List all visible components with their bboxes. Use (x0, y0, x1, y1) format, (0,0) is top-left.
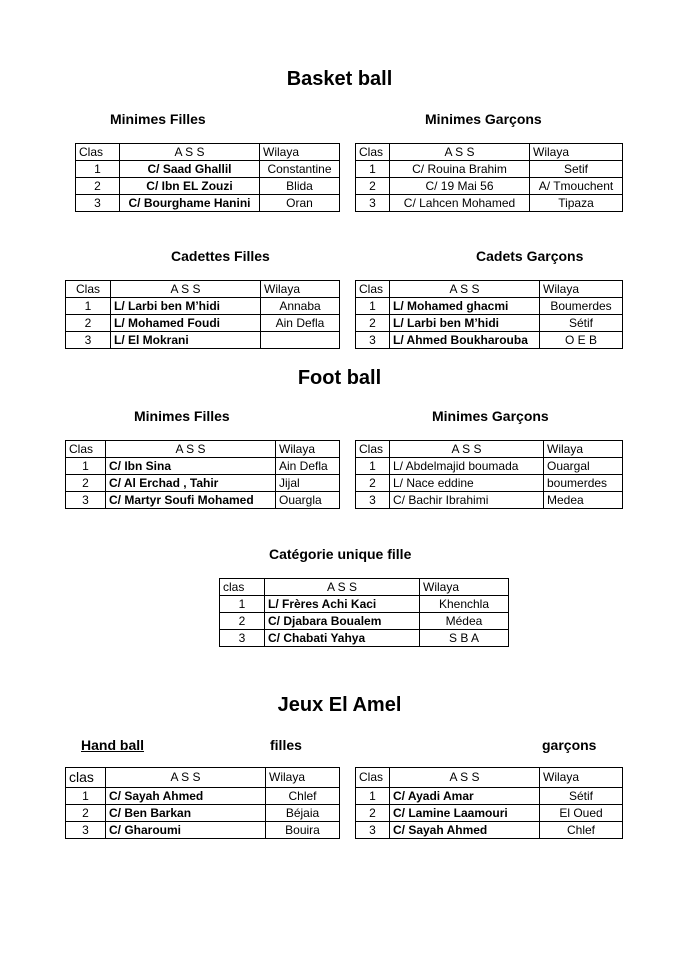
section-title-foot: Foot ball (297, 367, 382, 389)
ass-cell: L/ Nace eddine (390, 475, 544, 492)
header-ass: A S S (390, 144, 530, 161)
table-header-row (66, 281, 340, 298)
rank-cell: 1 (76, 161, 120, 178)
table-row (356, 492, 623, 509)
foot-mf-table (65, 440, 340, 509)
header-clas: clas (220, 579, 265, 596)
table-header-row (356, 768, 623, 788)
table-row (356, 805, 623, 822)
rank-cell: 2 (66, 315, 111, 332)
wilaya-cell: Chlef (540, 822, 623, 839)
rank-cell: 2 (66, 475, 106, 492)
header-clas: Clas (66, 281, 111, 298)
table-row (76, 161, 340, 178)
header-wilaya: Wilaya (260, 144, 340, 161)
table-row (66, 332, 340, 349)
wilaya-cell: Ouargal (544, 458, 623, 475)
header-ass: A S S (106, 441, 276, 458)
ass-cell: C/ Lahcen Mohamed (390, 195, 530, 212)
rank-cell: 2 (356, 805, 390, 822)
table-row (356, 458, 623, 475)
table-row (66, 315, 340, 332)
wilaya-cell: El Oued (540, 805, 623, 822)
garcons-label: garçons (542, 737, 597, 753)
ass-cell: L/ Abdelmajid boumada (390, 458, 544, 475)
ass-cell: C/ Rouina Brahim (390, 161, 530, 178)
table-row (220, 596, 509, 613)
ass-cell: L/ El Mokrani (111, 332, 261, 349)
jeux-filles-table (65, 767, 340, 839)
table-row (66, 458, 340, 475)
rank-cell: 2 (66, 805, 106, 822)
table-row (356, 475, 623, 492)
wilaya-cell: Setif (530, 161, 623, 178)
rank-cell: 3 (66, 492, 106, 509)
header-ass: A S S (120, 144, 260, 161)
ass-cell: C/ Bachir Ibrahimi (390, 492, 544, 509)
table-row (356, 332, 623, 349)
wilaya-cell: Jijal (276, 475, 340, 492)
rank-cell: 1 (66, 458, 106, 475)
table-header-row (66, 441, 340, 458)
header-wilaya: Wilaya (540, 768, 623, 788)
ass-cell: C/ Ayadi Amar (390, 788, 540, 805)
ass-cell: C/ Djabara Boualem (265, 613, 420, 630)
wilaya-cell: Oran (260, 195, 340, 212)
rank-cell: 1 (220, 596, 265, 613)
table-header-row (356, 144, 623, 161)
basket-mf-table (75, 143, 340, 212)
ass-cell: C/ Sayah Ahmed (106, 788, 266, 805)
table-row (66, 298, 340, 315)
wilaya-cell: Annaba (261, 298, 340, 315)
ass-cell: L/ Mohamed ghacmi (390, 298, 540, 315)
table-header-row (356, 441, 623, 458)
jeux-garcons-table (355, 767, 623, 839)
header-wilaya: Wilaya (266, 768, 340, 788)
table-row (356, 161, 623, 178)
table-row (356, 788, 623, 805)
rank-cell: 1 (356, 298, 390, 315)
header-ass: A S S (265, 579, 420, 596)
rank-cell: 3 (356, 822, 390, 839)
wilaya-cell: O E B (540, 332, 623, 349)
ass-cell: L/ Frères Achi Kaci (265, 596, 420, 613)
table-header-row (356, 281, 623, 298)
wilaya-cell: Constantine (260, 161, 340, 178)
rank-cell: 3 (356, 332, 390, 349)
header-ass: A S S (390, 768, 540, 788)
header-clas: Clas (356, 144, 390, 161)
header-wilaya: Wilaya (420, 579, 509, 596)
header-ass: A S S (111, 281, 261, 298)
wilaya-cell: Ain Defla (276, 458, 340, 475)
rank-cell: 2 (356, 315, 390, 332)
table-row (220, 630, 509, 647)
wilaya-cell: Béjaia (266, 805, 340, 822)
rank-cell: 3 (76, 195, 120, 212)
rank-cell: 1 (66, 298, 111, 315)
ass-cell: C/ Lamine Laamouri (390, 805, 540, 822)
header-clas: Clas (356, 441, 390, 458)
ass-cell: C/ Ibn Sina (106, 458, 276, 475)
basket-cg-table (355, 280, 623, 349)
foot-mf-title: Minimes Filles (134, 408, 230, 424)
wilaya-cell: Boumerdes (540, 298, 623, 315)
header-clas: Clas (356, 768, 390, 788)
table-header-row (76, 144, 340, 161)
rank-cell: 1 (356, 458, 390, 475)
rank-cell: 2 (220, 613, 265, 630)
table-row (76, 178, 340, 195)
ass-cell: C/ Sayah Ahmed (390, 822, 540, 839)
wilaya-cell: Blida (260, 178, 340, 195)
header-wilaya: Wilaya (540, 281, 623, 298)
ass-cell: C/ Bourghame Hanini (120, 195, 260, 212)
wilaya-cell: Sétif (540, 315, 623, 332)
header-wilaya: Wilaya (276, 441, 340, 458)
ass-cell: L/ Larbi ben M’hidi (390, 315, 540, 332)
table-row (66, 475, 340, 492)
basket-cf-title: Cadettes Filles (171, 248, 270, 264)
wilaya-cell: Chlef (266, 788, 340, 805)
wilaya-cell: boumerdes (544, 475, 623, 492)
table-row (66, 805, 340, 822)
filles-label: filles (270, 737, 302, 753)
basket-cf-table (65, 280, 340, 349)
header-ass: A S S (390, 441, 544, 458)
table-header-row (220, 579, 509, 596)
rank-cell: 1 (66, 788, 106, 805)
rank-cell: 3 (356, 195, 390, 212)
table-row (356, 822, 623, 839)
hand-ball-label: Hand ball (81, 737, 145, 753)
foot-mg-title: Minimes Garçons (432, 408, 549, 424)
wilaya-cell: S B A (420, 630, 509, 647)
wilaya-cell: Tipaza (530, 195, 623, 212)
wilaya-cell: Bouira (266, 822, 340, 839)
table-row (220, 613, 509, 630)
header-ass: A S S (390, 281, 540, 298)
header-wilaya: Wilaya (544, 441, 623, 458)
wilaya-cell: Médea (420, 613, 509, 630)
rank-cell: 1 (356, 788, 390, 805)
wilaya-cell: Ouargla (276, 492, 340, 509)
ass-cell: C/ Martyr Soufi Mohamed (106, 492, 276, 509)
wilaya-cell: Khenchla (420, 596, 509, 613)
rank-cell: 2 (356, 178, 390, 195)
rank-cell: 2 (76, 178, 120, 195)
foot-cu-table (219, 578, 509, 647)
ass-cell: L/ Ahmed Boukharouba (390, 332, 540, 349)
header-clas: Clas (356, 281, 390, 298)
header-clas: Clas (76, 144, 120, 161)
wilaya-cell: A/ Tmouchent (530, 178, 623, 195)
foot-mg-table (355, 440, 623, 509)
ass-cell: L/ Larbi ben M’hidi (111, 298, 261, 315)
table-row (356, 195, 623, 212)
table-row (356, 178, 623, 195)
section-title-basket: Basket ball (286, 68, 393, 90)
header-clas: clas (66, 768, 106, 788)
wilaya-cell: Sétif (540, 788, 623, 805)
wilaya-cell: Medea (544, 492, 623, 509)
header-clas: Clas (66, 441, 106, 458)
table-row (66, 492, 340, 509)
rank-cell: 2 (356, 475, 390, 492)
table-row (66, 822, 340, 839)
basket-mg-table (355, 143, 623, 212)
table-row (356, 298, 623, 315)
table-row (356, 315, 623, 332)
basket-mg-title: Minimes Garçons (425, 111, 542, 127)
basket-cg-title: Cadets Garçons (476, 248, 584, 264)
rank-cell: 3 (66, 822, 106, 839)
rank-cell: 1 (356, 161, 390, 178)
section-title-jeux: Jeux El Amel (277, 694, 402, 716)
table-row (76, 195, 340, 212)
foot-cu-title: Catégorie unique fille (269, 546, 412, 562)
wilaya-cell: Ain Defla (261, 315, 340, 332)
header-ass: A S S (106, 768, 266, 788)
ass-cell: C/ Chabati Yahya (265, 630, 420, 647)
ass-cell: C/ Ben Barkan (106, 805, 266, 822)
rank-cell: 3 (66, 332, 111, 349)
table-header-row (66, 768, 340, 788)
rank-cell: 3 (356, 492, 390, 509)
table-row (66, 788, 340, 805)
ass-cell: C/ Saad Ghallil (120, 161, 260, 178)
ass-cell: C/ 19 Mai 56 (390, 178, 530, 195)
basket-mf-title: Minimes Filles (110, 111, 206, 127)
rank-cell: 3 (220, 630, 265, 647)
ass-cell: C/ Al Erchad , Tahir (106, 475, 276, 492)
header-wilaya: Wilaya (261, 281, 340, 298)
ass-cell: C/ Ibn EL Zouzi (120, 178, 260, 195)
wilaya-cell (261, 332, 340, 349)
ass-cell: L/ Mohamed Foudi (111, 315, 261, 332)
header-wilaya: Wilaya (530, 144, 623, 161)
ass-cell: C/ Gharoumi (106, 822, 266, 839)
